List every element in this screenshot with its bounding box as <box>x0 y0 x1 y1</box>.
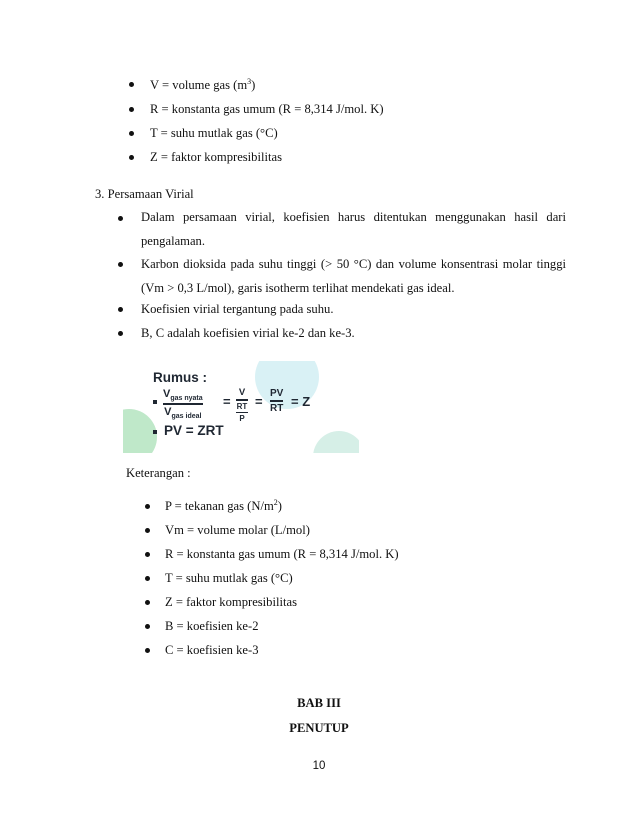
paragraph-line: B, C adalah koefisien virial ke-2 dan ke-3. <box>141 326 355 340</box>
bullet-icon <box>145 624 150 629</box>
paragraph-line: Dalam persamaan virial, koefisien harus ditentukan menggunakan hasil dari <box>141 210 566 224</box>
formula-title: Rumus : <box>153 370 207 385</box>
paragraph-line: (Vm > 0,3 L/mol), garis isotherm terlihat mendekati gas ideal. <box>141 281 455 295</box>
bullet-icon <box>118 331 123 336</box>
equals-sign: = <box>255 394 263 409</box>
decorative-circle <box>313 431 359 453</box>
bullet-icon <box>129 155 134 160</box>
bullet-icon <box>145 504 150 509</box>
paragraph-line: Karbon dioksida pada suhu tinggi (> 50 °C) dan volume konsentrasi molar tinggi <box>141 257 566 271</box>
list-item: Z = faktor kompresibilitas <box>150 150 282 164</box>
bullet-icon <box>145 600 150 605</box>
paragraph-line: pengalaman. <box>141 234 205 248</box>
list-item: Vm = volume molar (L/mol) <box>165 523 310 537</box>
page-number: 10 <box>312 760 326 772</box>
bullet-icon <box>118 216 123 221</box>
list-item: R = konstanta gas umum (R = 8,314 J/mol. K) <box>150 102 384 116</box>
decorative-circle <box>123 409 157 453</box>
paragraph-line: Koefisien virial tergantung pada suhu. <box>141 302 334 316</box>
bullet-icon <box>145 552 150 557</box>
list-item: V = volume gas $(m^3)$ <box>150 77 256 92</box>
list-item: Z = faktor kompresibilitas <box>165 595 297 609</box>
bullet-icon <box>118 262 123 267</box>
fraction-ratio: $V_{gas nyata}$ $V_{gas ideal}$ <box>163 388 203 420</box>
list-item: T = suhu mutlak gas (°C) <box>165 571 293 585</box>
fraction-v-rt-p: V RT P <box>236 387 248 423</box>
formula-line2: PV = ZRT <box>164 423 224 438</box>
chapter-subtitle: PENUTUP <box>289 721 349 735</box>
list-item: C = koefisien ke-3 <box>165 643 259 657</box>
bullet-icon <box>145 528 150 533</box>
equals-z: = Z <box>291 394 311 409</box>
fraction-pv-rt: PV RT <box>270 388 284 414</box>
bullet-icon <box>129 131 134 136</box>
chapter-title: BAB III <box>297 696 341 710</box>
square-bullet-icon <box>153 430 157 434</box>
keterangan-label: Keterangan : <box>126 466 191 480</box>
bullet-icon <box>118 307 123 312</box>
bullet-icon <box>129 82 134 87</box>
list-item: R = konstanta gas umum (R = 8,314 J/mol. K) <box>165 547 399 561</box>
equals-sign: = <box>223 394 231 409</box>
list-item: B = koefisien ke-2 <box>165 619 259 633</box>
bullet-icon <box>145 648 150 653</box>
list-item: T = suhu mutlak gas (°C) <box>150 126 278 140</box>
section-heading: 3. Persamaan Virial <box>95 187 194 201</box>
formula-image <box>123 361 359 453</box>
bullet-icon <box>145 576 150 581</box>
square-bullet-icon <box>153 400 157 404</box>
list-item: P = tekanan gas $(N/m^2)$ <box>165 498 282 513</box>
bullet-icon <box>129 107 134 112</box>
